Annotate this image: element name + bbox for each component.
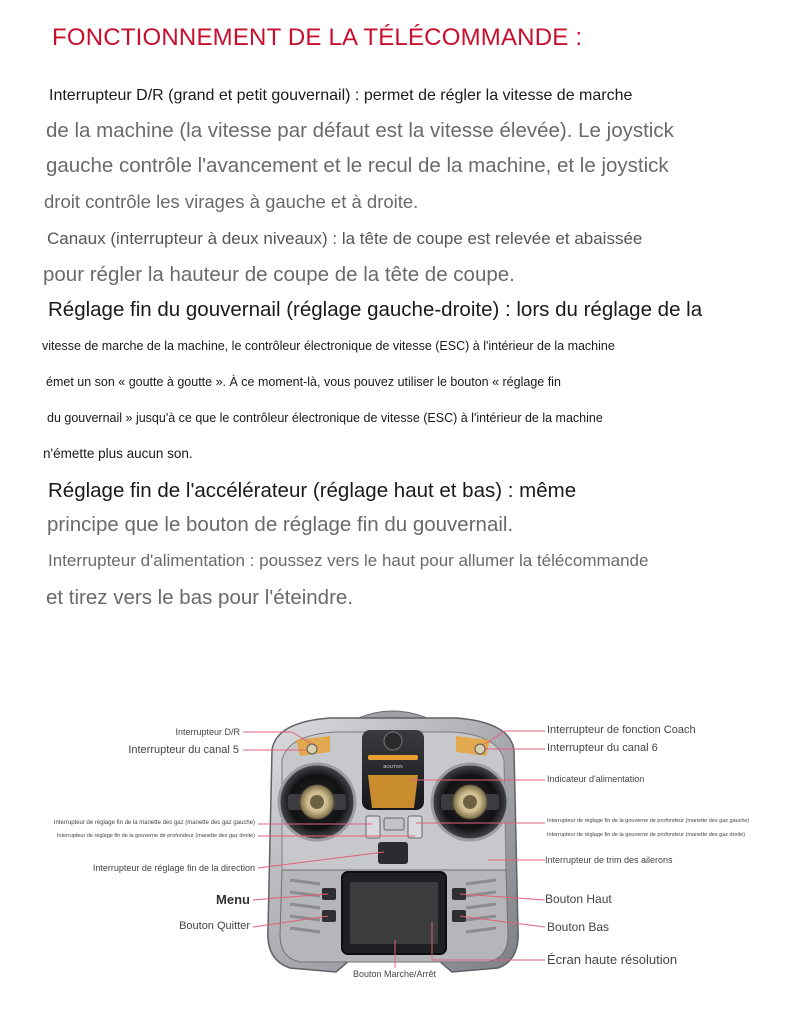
power-switch-knob <box>384 732 402 750</box>
text-line: Canaux (interrupteur à deux niveaux) : la tête de coupe est relevée et abaissée <box>47 229 643 248</box>
center-trim <box>384 818 404 830</box>
page-title: FONCTIONNEMENT DE LA TÉLÉCOMMANDE : <box>52 24 583 51</box>
callout-on-off: Bouton Marche/Arrêt <box>353 969 437 979</box>
text-line: vitesse de marche de la machine, le contrôleur électronique de vitesse (ESC) à l'intérieur de la machine <box>42 339 615 353</box>
text-line: principe que le bouton de réglage fin du gouvernail. <box>47 513 514 536</box>
callout-power-indicator: Indicateur d'alimentation <box>547 774 645 784</box>
text-line: et tirez vers le bas pour l'éteindre. <box>46 586 354 609</box>
callout-aileron-trim: Interrupteur de trim des ailerons <box>545 855 673 865</box>
callout-quit: Bouton Quitter <box>179 920 250 932</box>
text-line: pour régler la hauteur de coupe de la tête de coupe. <box>43 263 515 286</box>
text-line: Interrupteur d'alimentation : poussez vers le haut pour allumer la télécommande <box>48 551 649 570</box>
throttle-trim-switch <box>366 816 380 838</box>
text-line: gauche contrôle l'avancement et le recul de la machine, et le joystick <box>46 154 669 177</box>
power-indicator-strip <box>368 755 418 760</box>
text-line: Réglage fin du gouvernail (réglage gauche-droite) : lors du réglage de la <box>48 298 703 321</box>
callout-down-button: Bouton Bas <box>547 920 610 934</box>
callout-coach: Interrupteur de fonction Coach <box>547 724 696 736</box>
callout-elevator-trim-left: Interrupteur de réglage fin de la gouverne de profondeur (manette des gaz droite) <box>56 833 255 839</box>
callout-dr-switch: Interrupteur D/R <box>175 727 240 737</box>
left-joystick-cap <box>310 795 324 809</box>
callout-up-button: Bouton Haut <box>545 892 612 906</box>
quit-button <box>322 910 336 922</box>
ch6-switch <box>475 744 485 754</box>
text-line: Réglage fin de l'accélérateur (réglage haut et bas) : même <box>48 479 577 502</box>
text-line: émet un son « goutte à goutte ». À ce moment-là, vous pouvez utiliser le bouton « réglage fin <box>46 375 561 389</box>
text-line: du gouvernail » jusqu'à ce que le contrôleur électronique de vitesse (ESC) à l'intérieur de la machine <box>47 411 603 425</box>
callout-direction-trim: Interrupteur de réglage fin de la direction <box>92 863 255 873</box>
screen-display <box>350 882 438 944</box>
callout-screen: Écran haute résolution <box>547 952 678 967</box>
callout-throttle-trim: Interrupteur de réglage fin de la manette des gaz (manette des gaz gauche) <box>53 820 255 826</box>
callout-menu: Menu <box>216 892 250 907</box>
text-line: droit contrôle les virages à gauche et à droite. <box>44 191 419 212</box>
down-button <box>452 910 466 922</box>
elevator-trim-switch <box>408 816 422 838</box>
text-line: n'émette plus aucun son. <box>43 446 193 461</box>
dr-switch <box>307 744 317 754</box>
right-joystick-cap <box>463 795 477 809</box>
callout-channel6: Interrupteur du canal 6 <box>547 742 658 754</box>
callout-elevator-trim-b: Interrupteur de réglage fin de la gouverne de profondeur (manette des gaz droite) <box>547 832 746 838</box>
text-line: Interrupteur D/R (grand et petit gouvernail) : permet de régler la vitesse de marche <box>49 87 633 104</box>
power-label: BOUTON <box>383 764 403 769</box>
callout-elevator-trim-a: Interrupteur de réglage fin de la gouverne de profondeur (manette des gaz gauche) <box>547 818 750 824</box>
direction-trim-switch <box>378 842 408 864</box>
callout-channel5: Interrupteur du canal 5 <box>128 744 239 756</box>
text-line: de la machine (la vitesse par défaut est la vitesse élevée). Le joystick <box>46 119 674 142</box>
